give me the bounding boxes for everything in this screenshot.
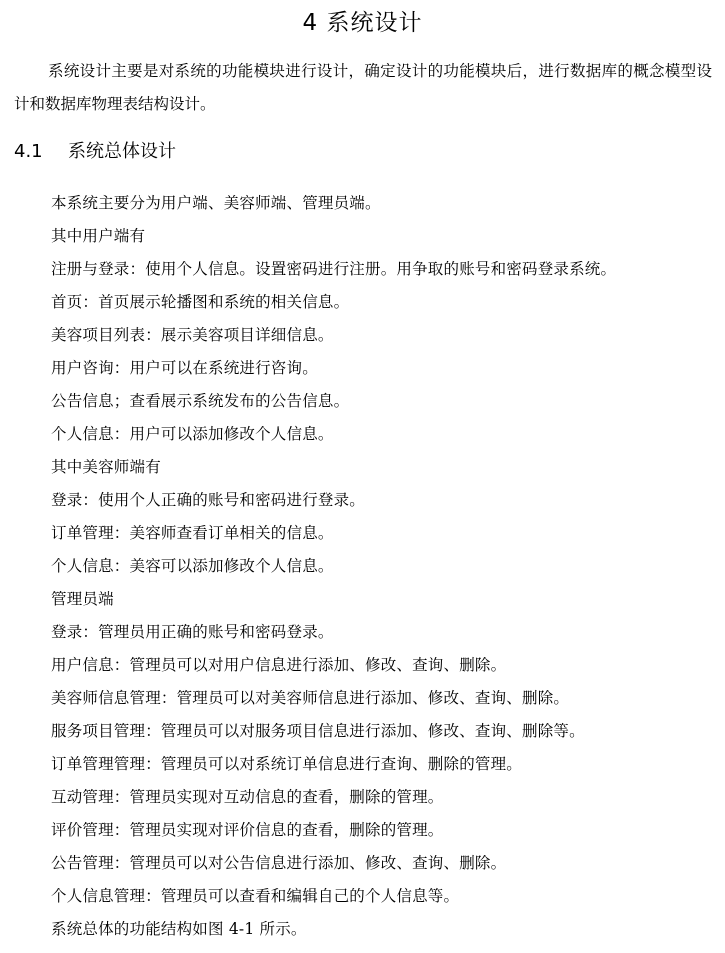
body-line: 互动管理：管理员实现对互动信息的查看，删除的管理。 [51, 788, 444, 806]
chapter-title: 4 系统设计 [302, 10, 423, 36]
section-body [51, 187, 716, 946]
body-line: 个人信息：美容可以添加修改个人信息。 [51, 557, 334, 575]
body-line: 公告信息；查看展示系统发布的公告信息。 [51, 392, 350, 410]
body-line: 登录：管理员用正确的账号和密码登录。 [51, 623, 334, 641]
section-heading [14, 136, 176, 168]
body-line: 首页：首页展示轮播图和系统的相关信息。 [51, 293, 350, 311]
body-line: 系统总体的功能结构如图 4-1 所示。 [51, 920, 307, 938]
body-line: 用户咨询：用户可以在系统进行咨询。 [51, 359, 318, 377]
body-line: 美容项目列表：展示美容项目详细信息。 [51, 326, 334, 344]
body-line: 注册与登录：使用个人信息。设置密码进行注册。用争取的账号和密码登录系统。 [51, 260, 617, 278]
body-line: 公告管理：管理员可以对公告信息进行添加、修改、查询、删除。 [51, 854, 507, 872]
body-line: 本系统主要分为用户端、美容师端、管理员端。 [51, 194, 381, 212]
body-line: 服务项目管理：管理员可以对服务项目信息进行添加、修改、查询、删除等。 [51, 722, 585, 740]
body-line: 订单管理管理：管理员可以对系统订单信息进行查询、删除的管理。 [51, 755, 523, 773]
body-line: 评价管理：管理员实现对评价信息的查看，删除的管理。 [51, 821, 444, 839]
chapter-intro-paragraph: 系统设计主要是对系统的功能模块进行设计，确定设计的功能模块后，进行数据库的概念模型设计和数据库物理表结构设计。 [14, 62, 712, 113]
body-line: 用户信息：管理员可以对用户信息进行添加、修改、查询、删除。 [51, 656, 507, 674]
body-line: 其中用户端有 [51, 227, 146, 245]
body-line: 个人信息管理：管理员可以查看和编辑自己的个人信息等。 [51, 887, 460, 905]
section-number: 4.1 [14, 141, 43, 162]
body-line: 管理员端 [51, 590, 114, 608]
section-title: 系统总体设计 [68, 141, 176, 162]
body-line: 美容师信息管理：管理员可以对美容师信息进行添加、修改、查询、删除。 [51, 689, 570, 707]
body-line: 登录：使用个人正确的账号和密码进行登录。 [51, 491, 366, 509]
body-line: 其中美容师端有 [51, 458, 161, 476]
body-line: 订单管理：美容师查看订单相关的信息。 [51, 524, 334, 542]
body-line: 个人信息：用户可以添加修改个人信息。 [51, 425, 334, 443]
